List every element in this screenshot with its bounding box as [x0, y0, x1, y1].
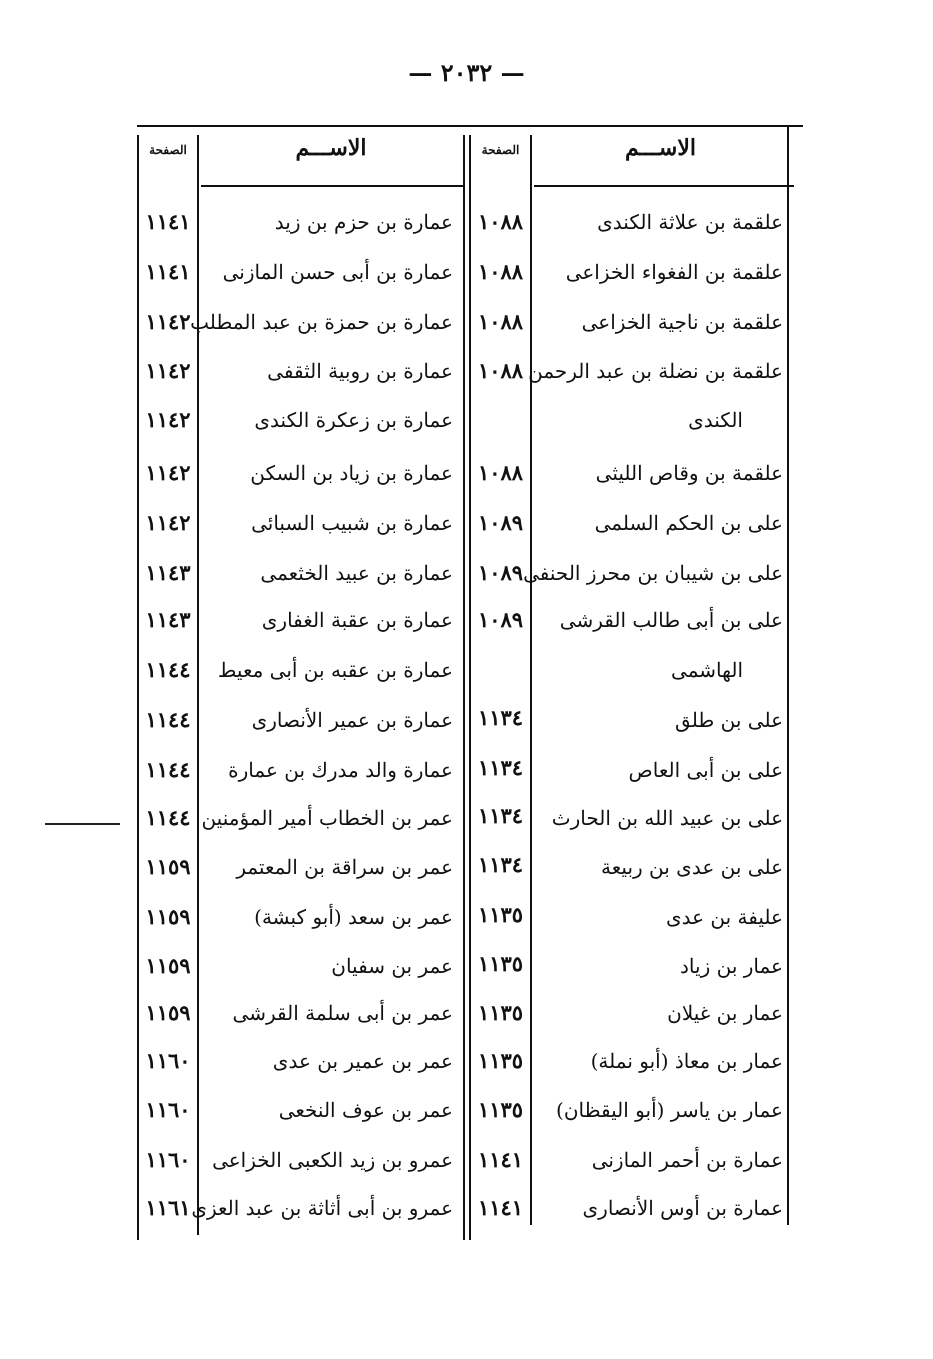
entry-name: علقمة بن وقاص الليثى [595, 461, 783, 485]
entry-name: عمارة بن عبيد الخثعمى [260, 561, 453, 585]
margin-mark [45, 823, 120, 825]
entry-name: عليفة بن عدى [665, 905, 783, 929]
entry-page: ١١٤١ [145, 209, 191, 234]
entry-page: ١١٥٩ [145, 953, 191, 978]
entry-name: على بن عبيد الله بن الحارث [551, 806, 783, 830]
entry-page: ١١٣٥ [477, 951, 524, 976]
entry-name: على بن طلق [675, 708, 783, 732]
entry-name: عمار بن غيلان [667, 1001, 783, 1025]
entry-name: على بن أبى طالب القرشى [559, 608, 783, 632]
header-rule-left [201, 185, 463, 187]
entry-name: عمر بن عوف النخعى [278, 1098, 453, 1122]
entry-name: عمارة بن روبية الثقفى [267, 359, 453, 383]
entry-name: عمارة بن زعكرة الكندى [254, 408, 453, 432]
entry-page: ١٠٨٨ [477, 460, 524, 485]
entry-page: ١١٦١ [145, 1195, 191, 1220]
entry-name: عمار بن زياد [680, 954, 783, 978]
entry-name: علقمة بن علاثة الكندى [597, 210, 783, 234]
entry-page: ١١٣٤ [477, 852, 524, 877]
entry-name: عمارة بن أبى حسن المازنى [222, 260, 453, 284]
entry-page: ١١٤٣ [145, 560, 191, 585]
entry-page: ١٠٨٨ [477, 209, 524, 234]
entry-page: ١١٤١ [477, 1147, 524, 1172]
right-page-column-rule [530, 135, 532, 1225]
entry-page: ١١٦٠ [145, 1048, 191, 1073]
entry-name: عمارة بن شبيب السبائى [251, 511, 453, 535]
right-border [787, 125, 789, 1225]
entry-page: ١١٥٩ [145, 1000, 191, 1025]
entry-page: ١١٤١ [477, 1195, 524, 1220]
entry-name: عمار بن ياسر (أبو اليقظان) [556, 1098, 783, 1122]
entry-page: ١٠٨٩ [477, 560, 524, 585]
entry-page: ١١٤١ [145, 259, 191, 284]
entry-name: عمارة بن عمير الأنصارى [251, 708, 453, 732]
entry-page: ١١٤٢ [145, 510, 191, 535]
left-page-column-rule [197, 135, 199, 1235]
entry-name: عمارة والد مدرك بن عمارة [228, 758, 453, 782]
entry-page: ١١٥٩ [145, 854, 191, 879]
header-name-right: الاســـم [624, 135, 697, 161]
entry-name: عمر بن الخطاب أمير المؤمنين [201, 806, 453, 830]
entry-name: عمارة بن أحمر المازنى [591, 1148, 783, 1172]
index-table [137, 125, 803, 1240]
entry-name: عمر بن عمير بن عدى [272, 1049, 453, 1073]
entry-page: ١٠٨٨ [477, 358, 524, 383]
entry-page: ١١٤٤ [145, 657, 191, 682]
header-page-right: الصفحة [481, 143, 520, 157]
entry-page: ١٠٨٩ [477, 607, 524, 632]
entry-name: عمارة بن عقبة الغفارى [261, 608, 453, 632]
header-name-left: الاســـم [295, 135, 367, 161]
entry-name: عمر بن سراقة بن المعتمر [236, 855, 453, 879]
entry-name: عمر بن سفيان [331, 954, 453, 978]
entry-name: الهاشمى [671, 658, 743, 682]
entry-name: الكندى [688, 408, 743, 432]
entry-page: ١١٤٢ [145, 407, 191, 432]
entry-name: عمارة بن حزم بن زيد [274, 210, 453, 234]
entry-page: ١١٣٤ [477, 705, 524, 730]
entry-page: ١١٣٤ [477, 803, 524, 828]
entry-page: ١١٦٠ [145, 1097, 191, 1122]
entry-page: ١١٤٤ [145, 707, 191, 732]
header-rule-right [534, 185, 794, 187]
entry-page: ١١٤٢ [145, 460, 191, 485]
entry-page: ١١٣٥ [477, 1097, 524, 1122]
entry-page: ١١٣٤ [477, 755, 524, 780]
entry-name: عمارة بن زياد بن السكن [250, 461, 453, 485]
entry-name: على بن شيبان بن محرز الحنفى [523, 561, 783, 585]
entry-page: ١١٤٢ [145, 309, 191, 334]
entry-name: عمارة بن عقبه بن أبى معيط [217, 658, 453, 682]
entry-name: عمارة بن أوس الأنصارى [582, 1196, 783, 1220]
entry-name: علقمة بن نضلة بن عبد الرحمن [528, 359, 783, 383]
top-rule [137, 125, 803, 127]
entry-name: على بن أبى العاص [628, 758, 783, 782]
entry-page: ١١٤٤ [145, 757, 191, 782]
entry-name: عمرو بن زيد الكعبى الخزاعى [212, 1148, 453, 1172]
header-page-left: الصفحة [149, 143, 187, 157]
center-double-rule-a [463, 135, 465, 1240]
entry-page: ١١٤٤ [145, 805, 191, 830]
entry-page: ١٠٨٨ [477, 259, 524, 284]
entry-name: عمارة بن حمزة بن عبد المطلب [190, 310, 453, 334]
entry-page: ١١٤٣ [145, 607, 191, 632]
entry-page: ١١٣٥ [477, 1048, 524, 1073]
entry-page: ١٠٨٨ [477, 309, 524, 334]
entry-page: ١١٥٩ [145, 904, 191, 929]
entry-name: على بن الحكم السلمى [594, 511, 783, 535]
page-number: — ٢٠٣٢ — [408, 58, 525, 87]
entry-name: عمر بن سعد (أبو كبشة) [254, 905, 453, 929]
entry-page: ١١٤٢ [145, 358, 191, 383]
entry-name: علقمة بن ناجية الخزاعى [581, 310, 783, 334]
entry-page: ١١٦٠ [145, 1147, 191, 1172]
entry-name: عمار بن معاذ (أبو نملة) [590, 1049, 783, 1073]
entry-page: ١١٣٥ [477, 902, 524, 927]
entry-name: علقمة بن الفغواء الخزاعى [565, 260, 783, 284]
entry-name: على بن عدى بن ربيعة [601, 855, 783, 879]
entry-page: ١١٣٥ [477, 1000, 524, 1025]
entry-page: ١٠٨٩ [477, 510, 524, 535]
entry-name: عمرو بن أبى أثاثة بن عبد العزى [191, 1196, 453, 1220]
entry-name: عمر بن أبى سلمة القرشى [232, 1001, 453, 1025]
